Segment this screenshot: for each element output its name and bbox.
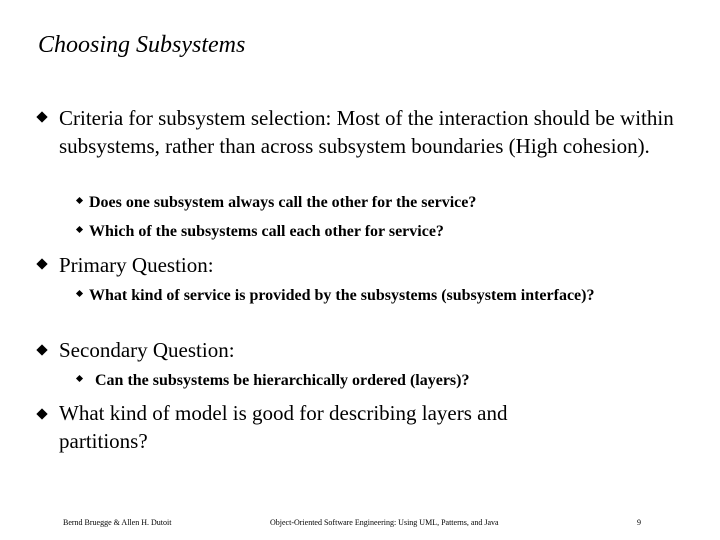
bullet-text: What kind of model is good for describing layers and partitions?	[59, 401, 508, 453]
sub-bullet-marker-icon	[76, 197, 83, 204]
slide-title: Choosing Subsystems	[38, 32, 246, 58]
bullet-marker-icon	[36, 408, 47, 419]
sub-bullet-marker-icon	[76, 290, 83, 297]
sub-bullet-text: Can the subsystems be hierarchically ordered (layers)?	[95, 372, 470, 389]
footer-book-title: Object-Oriented Software Engineering: Using UML, Patterns, and Java	[270, 518, 499, 527]
footer-page-number: 9	[637, 518, 641, 527]
sub-bullet-marker-icon	[76, 226, 83, 233]
sub-bullet-text: Which of the subsystems call each other for service?	[89, 223, 444, 240]
footer-authors: Bernd Bruegge & Allen H. Dutoit	[63, 518, 172, 527]
bullet-marker-icon	[36, 111, 47, 122]
bullet-marker-icon	[36, 258, 47, 269]
bullet-text: Primary Question:	[59, 253, 214, 277]
sub-bullet-marker-icon	[76, 375, 83, 382]
bullet-text: Criteria for subsystem selection: Most of the interaction should be within subsystems, rather than across subsystem boundaries (High cohesion).	[59, 106, 674, 158]
bullet-text: Secondary Question:	[59, 338, 235, 362]
sub-bullet-text: Does one subsystem always call the other for the service?	[89, 194, 477, 211]
bullet-marker-icon	[36, 344, 47, 355]
sub-bullet-text: What kind of service is provided by the subsystems (subsystem interface)?	[89, 287, 595, 304]
